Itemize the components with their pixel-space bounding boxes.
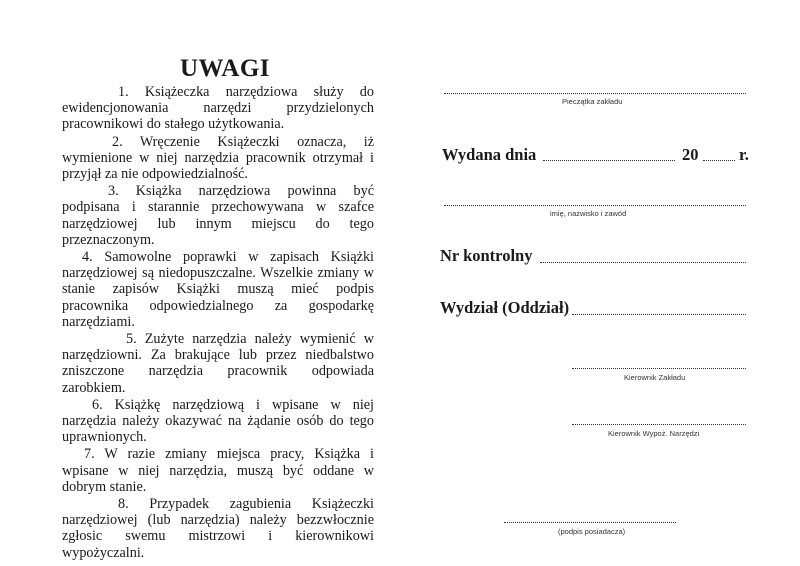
rule-4: 4. Samowolne poprawki w zapisach Książki narzędziowej są niedopuszczalne. Wszelkie zmiany w stanie zapisów Książki muszą mieć podpis pracownika odpowiedzialnego za gospodarkę narzędziami. [62,249,374,330]
plant-manager-caption: Kierownik Zakładu [624,373,686,382]
issued-date-field[interactable] [543,160,675,161]
issued-label: Wydana dnia [442,145,537,164]
remarks-title: UWAGI [180,55,271,82]
department-field[interactable] [572,314,746,315]
rule-7: 7. W razie zmiany miejsca pracy, Książka i wpisane w niej narzędzia, muszą być oddane w dobrym stanie. [62,446,374,495]
rule-5: 5. Zużyte narzędzia należy wymienić w narzędziowni. Za brakujące lub przez niedbalstwo zniszczone narzędzia pracownik odpowiada zarobkiem. [62,331,374,396]
stamp-line[interactable] [444,93,746,94]
rule-3: 3. Książka narzędziowa powinna być podpisana i starannie przechowywana w szafce narzędziowej lub innym miejscu do tego przeznaczonym. [62,183,374,248]
tool-rental-manager-signature-line[interactable] [572,424,746,425]
name-caption: imię, nazwisko i zawód [550,209,627,218]
department-label: Wydział (Oddział) [440,298,570,317]
holder-signature-caption: (podpis posiadacza) [558,527,626,536]
control-number-field[interactable] [540,262,746,263]
control-number-label: Nr kontrolny [440,246,533,265]
plant-manager-signature-line[interactable] [572,368,746,369]
issued-year-field[interactable] [703,160,735,161]
rule-2: 2. Wręczenie Książeczki oznacza, iż wymienione w niej narzędzia pracownik otrzymał i przyjął za nie odpowiedzialność. [62,133,374,183]
holder-signature-line[interactable] [504,522,676,523]
rules-list [62,84,374,562]
year-suffix: r. [739,145,749,164]
rule-6: 6. Książkę narzędziową i wpisane w niej narzędzia należy okazywać na żądanie osób do tego uprawnionych. [62,396,374,446]
tool-rental-manager-caption: Kierownik Wypoż. Narzędzi [608,429,700,438]
stamp-caption: Pieczątka zakładu [562,97,623,106]
year-prefix: 20 [682,145,699,164]
rule-8: 8. Przypadek zagubienia Książeczki narzędziowej (lub narzędzia) należy bezzwłocznie zgłosic swemu mistrzowi i kierownikowi wypożyczalni. [62,496,374,561]
right-page-form [440,0,750,566]
rule-1: 1. Książeczka narzędziowa służy do ewidencjonowania narzędzi przydzielonych pracownikowi do stałego użytkowania. [62,84,374,133]
name-profession-field[interactable] [444,205,746,206]
